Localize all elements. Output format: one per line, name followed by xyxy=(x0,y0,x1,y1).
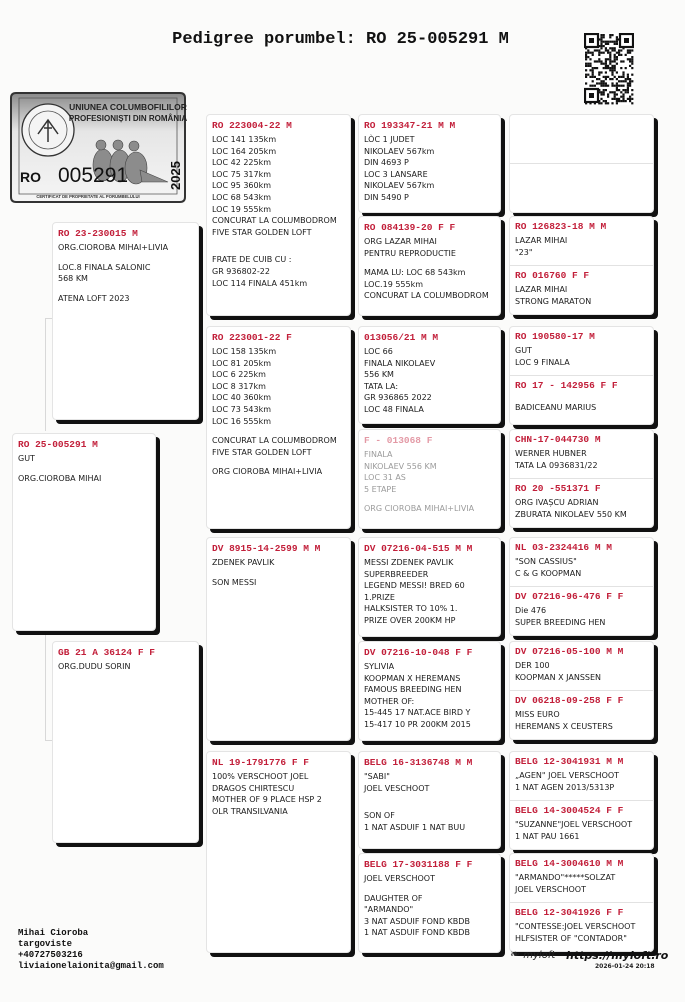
ring-number: 013056/21 M M xyxy=(364,332,439,343)
ring-number: RO 126823-18 M M xyxy=(515,221,607,232)
myloft-logo-text: myloft xyxy=(523,950,556,961)
info-line: 5 ETAPE xyxy=(364,484,397,494)
info-line: FINALA NIKOLAEV xyxy=(364,358,436,368)
ring-number: RO 17 - 142956 F F xyxy=(515,380,618,391)
ring-number: DV 07216-05-100 M M xyxy=(515,646,624,657)
info-line: LOC 81 205km xyxy=(212,358,272,368)
info-line: JOEL VERSCHOOT xyxy=(515,884,586,894)
info-line: KOOPMAN X HEREMANS xyxy=(364,673,461,683)
ownership-certificate xyxy=(8,90,188,205)
info-line: 1 NAT ASDUIF 1 NAT BUU xyxy=(364,822,466,832)
info-line: FIVE STAR GOLDEN LOFT xyxy=(212,447,312,457)
info-line: „AGEN" JOEL VERSCHOOT xyxy=(515,771,620,780)
pigeon-card-sire[interactable] xyxy=(52,222,199,420)
spacer xyxy=(13,465,155,473)
sire-entry[interactable] xyxy=(510,430,653,478)
pigeon-pair-card[interactable] xyxy=(509,216,654,315)
info-line: LOC 141 135km xyxy=(212,135,277,144)
info-line: JOEL VESCHOOT xyxy=(364,783,430,793)
info-line: ORG.DUDU SORIN xyxy=(58,662,131,671)
info-line: LOC 68 543km xyxy=(212,192,272,202)
info-line: LOC 16 555km xyxy=(212,416,272,426)
spacer xyxy=(207,238,350,246)
info-line: DER 100 xyxy=(515,661,550,670)
info-line: LOC 73 543km xyxy=(212,404,272,414)
info-line: NIKOLAEV 567km xyxy=(364,181,435,191)
sire-entry[interactable] xyxy=(510,115,653,163)
info-line: "CONTESSE:JOEL VERSCHOOT xyxy=(515,922,636,931)
info-line: FAMOUS BREEDING HEN xyxy=(364,685,462,695)
dam-entry[interactable] xyxy=(510,375,653,424)
ring-number: BELG 16-3136748 M M xyxy=(364,757,473,768)
pigeon-card-subject[interactable] xyxy=(12,433,156,631)
ring-number: CHN-17-044730 M xyxy=(515,434,601,445)
dam-entry[interactable] xyxy=(510,586,653,635)
info-line: "SABI" xyxy=(364,772,390,781)
owner-contact xyxy=(18,928,164,972)
pigeon-card-great-grandparent[interactable] xyxy=(358,114,501,213)
info-line: TATA LA 0936831/22 xyxy=(515,460,598,470)
info-line: 1.PRIZE xyxy=(364,592,395,602)
info-line: LOC 9 FINALA xyxy=(515,357,570,367)
info-line: LAZAR MIHAI xyxy=(515,236,568,245)
info-line: Die 476 xyxy=(515,606,547,615)
pigeon-card-dam[interactable] xyxy=(52,641,199,843)
info-line: OLR TRANSILVANIA xyxy=(212,806,288,816)
spacer xyxy=(207,246,350,254)
ring-number: RO 084139-20 F F xyxy=(364,222,456,233)
info-line: DAUGHTER OF xyxy=(364,893,423,903)
info-line: PRIZE OVER 200KM HP xyxy=(364,615,456,625)
spacer xyxy=(510,394,653,402)
myloft-logo xyxy=(510,947,555,961)
info-line: LOC 66 xyxy=(364,347,393,356)
info-line: LOC 95 360km xyxy=(212,181,272,191)
info-line: GUT xyxy=(18,454,35,463)
dam-entry[interactable] xyxy=(510,800,653,849)
info-line: "ARMANDO" xyxy=(364,905,414,915)
ring-number: RO 223001-22 F xyxy=(212,332,292,343)
info-line: SON OF xyxy=(364,811,395,821)
ring-number: GB 21 A 36124 F F xyxy=(58,647,155,658)
info-line: STRONG MARATON xyxy=(515,296,592,306)
spacer xyxy=(359,495,500,503)
ring-number: BELG 14-3004610 M M xyxy=(515,858,624,869)
info-line: PENTRU REPRODUCTIE xyxy=(364,248,456,258)
info-line: FRATE DE CUIB CU : xyxy=(212,255,292,265)
info-line: GUT xyxy=(515,346,532,355)
sire-entry[interactable] xyxy=(510,538,653,586)
info-line: LOC 3 LANSARE xyxy=(364,169,428,179)
pigeon-pair-card[interactable] xyxy=(509,537,654,636)
info-line: "23" xyxy=(515,247,533,257)
dam-entry[interactable] xyxy=(510,163,653,212)
pigeon-pair-card[interactable] xyxy=(509,641,654,740)
spacer xyxy=(359,885,500,893)
dam-entry[interactable] xyxy=(510,902,653,951)
info-line: LEGEND MESSI! BRED 60 xyxy=(364,581,465,591)
spacer xyxy=(359,802,500,810)
cert-country: RO xyxy=(20,169,41,185)
ring-number: NL 19-1791776 F F xyxy=(212,757,309,768)
info-line: 100% VERSCHOOT JOEL xyxy=(212,772,309,781)
ring-number: RO 20 -551371 F xyxy=(515,483,601,494)
pigeon-pair-card[interactable] xyxy=(509,751,654,850)
pigeon-pair-card[interactable] xyxy=(509,114,654,213)
sire-entry[interactable] xyxy=(510,642,653,690)
info-line: KOOPMAN X JANSSEN xyxy=(515,672,602,682)
info-line: LOC 164 205km xyxy=(212,146,277,156)
info-line: ORG IVAȘCU ADRIAN xyxy=(515,498,599,507)
cert-number: 005291 xyxy=(58,164,129,187)
ring-number: DV 8915-14-2599 M M xyxy=(212,543,321,554)
ring-number: NL 03-2324416 M M xyxy=(515,542,612,553)
info-line: ZDENEK PAVLIK xyxy=(212,558,275,567)
info-line: LOC.19 555km xyxy=(364,279,424,289)
info-line: SYLIVIA xyxy=(364,662,395,671)
info-line: BADICEANU MARIUS xyxy=(515,403,597,412)
owner-email[interactable]: liviaionelaionita@gmail.com xyxy=(18,961,164,971)
pigeon-card-grandparent[interactable] xyxy=(206,537,351,741)
ring-number: RO 223004-22 M xyxy=(212,120,292,131)
info-line: HALKSISTER TO 10% 1. xyxy=(364,604,458,614)
info-line: DIN 4693 P xyxy=(364,158,409,168)
spacer xyxy=(207,458,350,466)
info-line: LOC 6 225km xyxy=(212,370,266,380)
ring-number: BELG 14-3004524 F F xyxy=(515,805,624,816)
page-title xyxy=(0,30,685,49)
dam-entry[interactable] xyxy=(510,265,653,314)
info-line: 15-417 10 PR 200KM 2015 xyxy=(364,719,471,729)
info-line: ORG.CIOROBA MIHAI xyxy=(18,473,102,483)
pigeon-pair-card[interactable] xyxy=(509,853,654,952)
pigeon-card-great-grandparent[interactable] xyxy=(358,641,501,741)
cert-caption: CERTIFICAT DE PROPRIETATE AL PORUMBELULUI xyxy=(36,194,140,199)
spacer xyxy=(359,259,500,267)
pigeon-pair-card[interactable] xyxy=(509,429,654,528)
info-line: LOC 40 360km xyxy=(212,393,272,403)
ring-number: RO 25-005291 M xyxy=(18,439,98,450)
info-line: HLFSISTER OF "CONTADOR" xyxy=(515,933,627,943)
info-line: LOC 8 317km xyxy=(212,381,266,391)
info-line: LÒC 1 JUDET xyxy=(364,135,415,144)
info-line: FIVE STAR GOLDEN LOFT xyxy=(212,227,312,237)
pigeon-card-grandparent[interactable] xyxy=(206,326,351,529)
info-line: 556 KM xyxy=(364,370,394,380)
owner-city: targoviste xyxy=(18,939,73,949)
info-line: MOTHER OF 9 PLACE HSP 2 xyxy=(212,795,322,805)
info-line: GR 936802-22 xyxy=(212,266,270,276)
info-line: 568 KM xyxy=(58,274,88,284)
cert-org-line1: UNIUNEA COLUMBOFILILOR xyxy=(69,102,187,112)
spacer xyxy=(359,794,500,802)
info-line: ORG.CIOROBA MIHAI+LIVIA xyxy=(58,243,169,252)
info-line: LOC 158 135km xyxy=(212,347,277,356)
info-line: 3 NAT ASDUIF FOND KBDB xyxy=(364,916,470,926)
spacer xyxy=(207,569,350,577)
info-line: SUPERBREEDER xyxy=(364,569,429,579)
info-line: DRAGOS CHIRTESCU xyxy=(212,783,295,793)
info-line: ATENA LOFT 2023 xyxy=(58,293,130,303)
info-line: CONCURAT LA COLUMBODROM xyxy=(364,291,489,301)
pigeon-logo-icon: ❧ xyxy=(510,947,521,961)
info-line: DIN 5490 P xyxy=(364,192,409,202)
ring-number: DV 07216-96-476 F F xyxy=(515,591,624,602)
info-line: ORG CIOROBA MIHAI+LIVIA xyxy=(364,504,475,514)
info-line: MISS EURO xyxy=(515,710,560,719)
pigeon-card-great-grandparent[interactable] xyxy=(358,429,501,529)
info-line: LOC 19 555km xyxy=(212,204,272,214)
pigeon-card-grandparent[interactable] xyxy=(206,751,351,953)
ring-number: RO 190580-17 M xyxy=(515,331,595,342)
sire-entry[interactable] xyxy=(510,752,653,800)
cert-year: 2025 xyxy=(168,161,183,190)
pigeon-pair-card[interactable] xyxy=(509,326,654,425)
info-line: "SUZANNE"JOEL VERSCHOOT xyxy=(515,820,633,829)
dam-entry[interactable] xyxy=(510,690,653,739)
info-line: LOC.8 FINALA SALONIC xyxy=(58,262,151,272)
info-line: C & G KOOPMAN xyxy=(515,568,582,578)
info-line: LOC 48 FINALA xyxy=(364,404,424,414)
spacer xyxy=(53,254,198,262)
owner-phone: +40727503216 xyxy=(18,950,83,960)
footer-timestamp: 2026-01-24 20:18 xyxy=(595,963,655,970)
ring-number: RO 016760 F F xyxy=(515,270,590,281)
footer-url[interactable]: https://myloft.ro xyxy=(566,949,669,962)
info-line: 1 NAT ASDUIF FOND KBDB xyxy=(364,928,470,938)
info-line: SUPER BREEDING HEN xyxy=(515,617,606,627)
sire-entry[interactable] xyxy=(510,327,653,375)
pigeon-card-great-grandparent[interactable] xyxy=(358,326,501,424)
ring-number: BELG 12-3041931 M M xyxy=(515,756,624,767)
info-line: LOC 75 317km xyxy=(212,169,272,179)
pigeon-card-great-grandparent[interactable] xyxy=(358,853,501,953)
info-line: ZBURATA NIKOLAEV 550 KM xyxy=(515,509,627,519)
info-line: MESSI ZDENEK PAVLIK xyxy=(364,558,454,567)
ring-number: F - 013068 F xyxy=(364,435,433,446)
info-line: LOC 31 AS xyxy=(364,473,406,483)
info-line: TATA LA: xyxy=(364,381,399,391)
ring-number: BELG 17-3031188 F F xyxy=(364,859,473,870)
owner-name: Mihai Cioroba xyxy=(18,928,89,938)
info-line: FINALA xyxy=(364,450,393,459)
info-line: GR 936865 2022 xyxy=(364,393,432,403)
ring-number: RO 193347-21 M M xyxy=(364,120,456,131)
info-line: JOEL VERSCHOOT xyxy=(364,874,435,883)
info-line: 1 NAT PAU 1661 xyxy=(515,831,580,841)
info-line: ORG CIOROBA MIHAI+LIVIA xyxy=(212,467,323,477)
spacer xyxy=(53,285,198,293)
info-line: 15-445 17 NAT.ACE BIRD Y xyxy=(364,708,471,718)
info-line: MAMA LU: LOC 68 543km xyxy=(364,268,466,278)
ring-number: BELG 12-3041926 F F xyxy=(515,907,624,918)
info-line: LOC 42 225km xyxy=(212,158,272,168)
cert-org-line2: PROFESIONIȘTI DIN ROMÂNIA xyxy=(68,114,188,123)
sire-entry[interactable] xyxy=(510,217,653,265)
info-line: 1 NAT AGEN 2013/5313P xyxy=(515,782,615,792)
info-line: LAZAR MIHAI xyxy=(515,285,568,294)
pigeon-card-great-grandparent[interactable] xyxy=(358,216,501,316)
info-line: WERNER HUBNER xyxy=(515,449,587,458)
info-line: ORG LAZAR MIHAI xyxy=(364,237,437,246)
info-line: SON MESSI xyxy=(212,577,257,587)
info-line: NIKOLAEV 556 KM xyxy=(364,461,437,471)
pigeon-card-great-grandparent[interactable] xyxy=(358,751,501,849)
ring-number: DV 07216-04-515 M M xyxy=(364,543,473,554)
info-line: NIKOLAEV 567km xyxy=(364,146,435,156)
qr-code-icon[interactable] xyxy=(584,33,634,105)
info-line: LOC 114 FINALA 451km xyxy=(212,278,308,288)
info-line: CONCURAT LA COLUMBODROM xyxy=(212,436,337,446)
pigeon-card-great-grandparent[interactable] xyxy=(358,537,501,637)
dam-entry[interactable] xyxy=(510,478,653,527)
ring-number: RO 23-230015 M xyxy=(58,228,138,239)
ring-number: DV 07216-10-048 F F xyxy=(364,647,473,658)
spacer xyxy=(207,427,350,435)
pigeon-card-grandparent[interactable] xyxy=(206,114,351,316)
info-line: HEREMANS X CEUSTERS xyxy=(515,721,613,731)
sire-entry[interactable] xyxy=(510,854,653,902)
info-line: "SON CASSIUS" xyxy=(515,557,577,566)
ring-number: DV 06218-09-258 F F xyxy=(515,695,624,706)
info-line: CONCURAT LA COLUMBODROM xyxy=(212,216,337,226)
info-line: MOTHER OF: xyxy=(364,696,415,706)
info-line: "ARMANDO"*****SOLZAT xyxy=(515,873,616,882)
page-title-text: Pedigree porumbel: RO 25-005291 M xyxy=(172,30,509,49)
